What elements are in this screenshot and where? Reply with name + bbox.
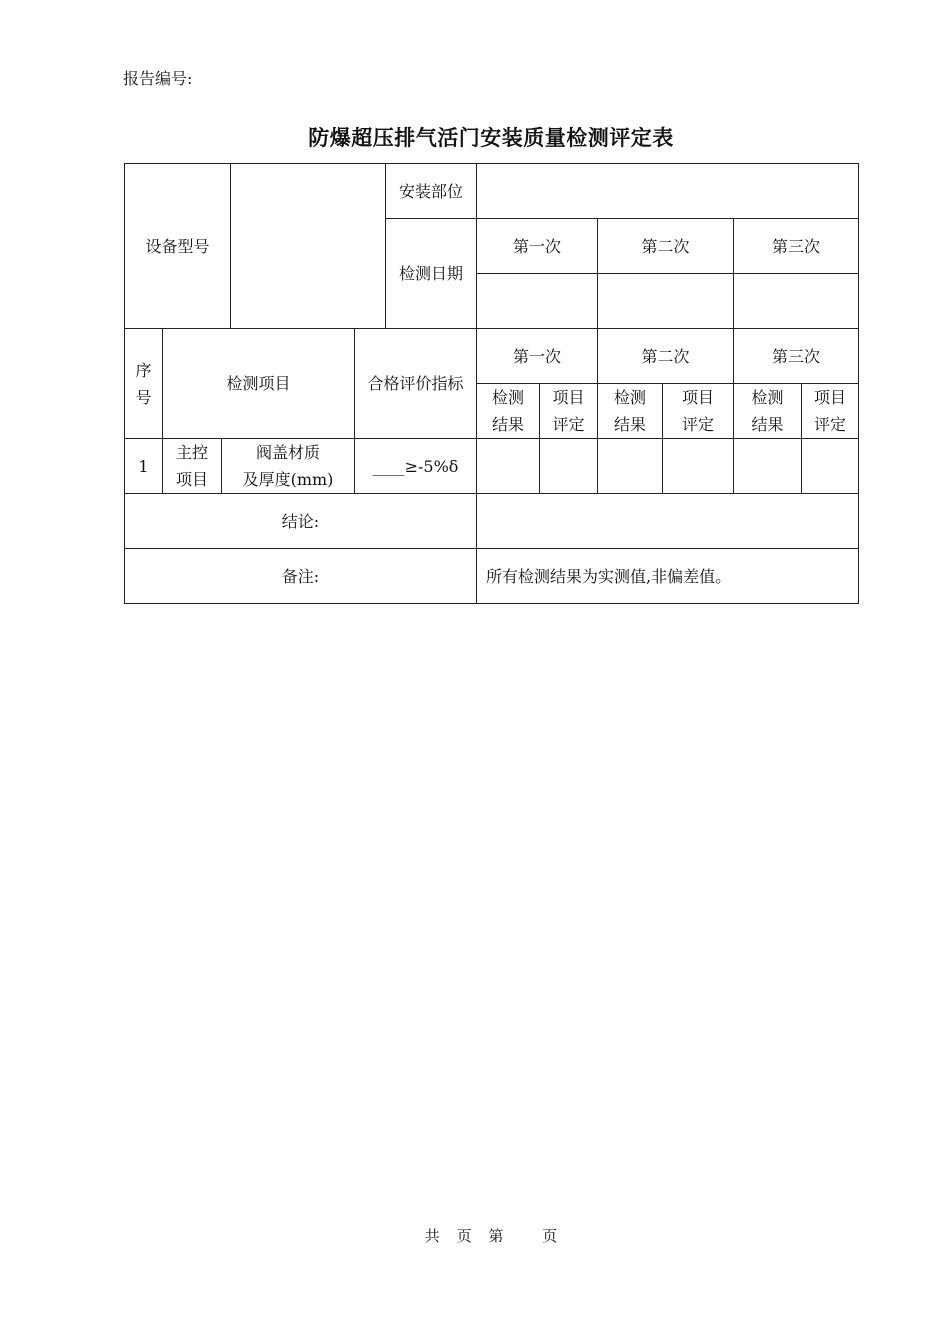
date-round-2-value[interactable]: [598, 274, 734, 329]
round-3-result-cell[interactable]: [734, 439, 802, 494]
table-row: [125, 329, 859, 384]
round-1-rating-cell[interactable]: [540, 439, 598, 494]
table-row: [125, 494, 859, 549]
result-label-line-1: 检测: [492, 388, 525, 407]
footer-page-label-2: 页: [542, 1227, 558, 1245]
date-round-1-header: 第一次: [477, 219, 598, 274]
seq-header: [125, 329, 163, 439]
table-row: [125, 549, 859, 604]
document-title: 防爆超压排气活门安装质量检测评定表: [308, 126, 674, 150]
seq-header-line-1: 序: [135, 360, 152, 380]
table-row: [125, 164, 859, 219]
remark-label: 备注:: [125, 549, 477, 604]
round-1-rating-header: [540, 384, 598, 439]
date-round-2-header: 第二次: [598, 219, 734, 274]
rating-label-line-2: 评定: [814, 415, 847, 434]
date-round-1-value[interactable]: [477, 274, 598, 329]
round-2-result-header: [598, 384, 663, 439]
rating-label-line-2: 评定: [682, 415, 715, 434]
inspection-date-label: 检测日期: [386, 219, 477, 329]
result-label-line-2: 结果: [492, 415, 525, 434]
conclusion-value[interactable]: [477, 494, 859, 549]
report-number-label: 报告编号:: [123, 69, 193, 88]
install-location-label: 安装部位: [386, 164, 477, 219]
round-2-result-cell[interactable]: [598, 439, 663, 494]
row-criteria: ____≥-5%δ: [355, 439, 477, 494]
row-item-line-2: 及厚度(mm): [242, 470, 334, 489]
inspection-table: [124, 163, 859, 604]
device-model-label: 设备型号: [125, 164, 231, 329]
rating-label-line-1: 项目: [814, 388, 847, 407]
round-2-rating-cell[interactable]: [663, 439, 734, 494]
install-location-value[interactable]: [477, 164, 859, 219]
table-row: [125, 439, 859, 494]
footer-page-label: 页: [456, 1227, 472, 1245]
round-1-header: 第一次: [477, 329, 598, 384]
conclusion-label: 结论:: [125, 494, 477, 549]
seq-header-line-2: 号: [135, 387, 152, 407]
round-3-header: 第三次: [734, 329, 859, 384]
round-3-rating-header: [802, 384, 859, 439]
row-seq: 1: [125, 439, 163, 494]
round-3-result-header: [734, 384, 802, 439]
row-category-line-2: 项目: [175, 470, 208, 489]
rating-label-line-1: 项目: [682, 388, 715, 407]
result-label-line-2: 结果: [614, 415, 647, 434]
row-item-line-1: 阀盖材质: [255, 443, 320, 462]
rating-label-line-2: 评定: [552, 415, 585, 434]
row-category-line-1: 主控: [175, 443, 208, 462]
rating-label-line-1: 项目: [552, 388, 585, 407]
round-1-result-cell[interactable]: [477, 439, 540, 494]
round-2-header: 第二次: [598, 329, 734, 384]
round-2-rating-header: [663, 384, 734, 439]
footer-current-label: 第: [488, 1227, 504, 1245]
result-label-line-1: 检测: [751, 388, 784, 407]
device-model-value[interactable]: [231, 164, 386, 329]
remark-text: 所有检测结果为实测值,非偏差值。: [477, 549, 859, 604]
row-category: [163, 439, 222, 494]
footer-total-label: 共: [424, 1227, 440, 1245]
date-round-3-value[interactable]: [734, 274, 859, 329]
criteria-header: 合格评价指标: [355, 329, 477, 439]
round-3-rating-cell[interactable]: [802, 439, 859, 494]
result-label-line-1: 检测: [614, 388, 647, 407]
row-item: [222, 439, 355, 494]
round-1-result-header: [477, 384, 540, 439]
date-round-3-header: 第三次: [734, 219, 859, 274]
page-footer: [0, 1226, 950, 1246]
inspection-item-header: 检测项目: [163, 329, 355, 439]
result-label-line-2: 结果: [751, 415, 784, 434]
